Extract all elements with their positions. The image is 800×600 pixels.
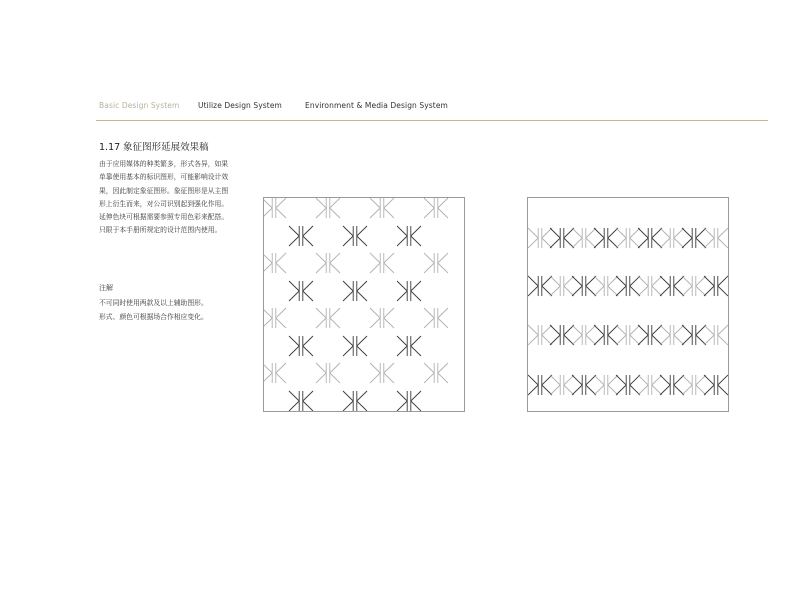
kk-symbol-icon [660, 375, 684, 395]
kk-symbol-icon [370, 363, 394, 383]
kk-symbol-icon [289, 281, 313, 301]
kk-symbol-icon [343, 336, 367, 356]
kk-symbol-icon [550, 228, 574, 248]
kk-symbol-icon [572, 375, 596, 395]
kk-symbol-icon [343, 226, 367, 246]
kk-symbol-icon [682, 228, 706, 248]
kk-symbol-icon [424, 198, 448, 218]
kk-symbol-icon [682, 325, 706, 345]
pattern-panel-staggered [263, 197, 465, 412]
kk-symbol-icon [704, 325, 728, 345]
kk-symbol-icon [638, 276, 662, 296]
kk-symbol-icon [638, 325, 662, 345]
kk-symbol-icon [528, 276, 552, 296]
top-navigation [0, 101, 800, 115]
kk-symbol-icon [316, 198, 340, 218]
description-line: 单靠使用基本的标识图形，可能影响设计效 [99, 173, 229, 182]
kk-symbol-icon [370, 308, 394, 328]
kk-symbol-icon [550, 325, 574, 345]
kk-symbol-icon [594, 375, 618, 395]
kk-symbol-icon [594, 276, 618, 296]
nav-tab-utilize-design[interactable]: Utilize Design System [198, 101, 282, 110]
kk-symbol-icon [370, 253, 394, 273]
kk-symbol-icon [682, 375, 706, 395]
section-title: 1.17 象征图形延展效果稿 [99, 142, 209, 153]
kk-symbol-icon [289, 226, 313, 246]
kk-symbol-icon [572, 325, 596, 345]
kk-symbol-icon [370, 198, 394, 218]
kk-symbol-icon [264, 308, 286, 328]
kk-symbol-icon [528, 325, 552, 345]
kk-symbol-icon [528, 228, 552, 248]
kk-symbol-icon [660, 325, 684, 345]
kk-symbol-icon [638, 228, 662, 248]
kk-symbol-icon [316, 253, 340, 273]
kk-symbol-icon [638, 375, 662, 395]
nav-tab-basic-design[interactable]: Basic Design System [99, 101, 180, 110]
kk-symbol-icon [264, 198, 286, 218]
kk-symbol-icon [424, 363, 448, 383]
pattern-panel-bands [527, 197, 729, 412]
kk-symbol-icon [397, 391, 421, 411]
staggered-pattern [264, 198, 464, 411]
section-description [99, 158, 241, 238]
kk-symbol-icon [316, 308, 340, 328]
description-line: 延伸色块可根据需要参照专用色彩来配搭。 [99, 213, 229, 222]
description-line: 形上衍生而来，对公司识别起到强化作用。 [99, 199, 229, 208]
kk-symbol-icon [682, 276, 706, 296]
kk-symbol-icon [550, 375, 574, 395]
kk-symbol-icon [264, 253, 286, 273]
description-line: 只限于本手册所规定的设计范围内使用。 [99, 226, 222, 235]
kk-symbol-icon [616, 375, 640, 395]
kk-symbol-icon [660, 228, 684, 248]
note-text [99, 296, 208, 324]
kk-symbol-icon [289, 391, 313, 411]
kk-symbol-icon [343, 391, 367, 411]
kk-symbol-icon [616, 228, 640, 248]
kk-symbol-icon [704, 276, 728, 296]
kk-symbol-icon [397, 336, 421, 356]
note-line: 不可同时使用两款及以上辅助图形。 [99, 299, 208, 307]
note-title: 注解 [99, 284, 113, 292]
kk-symbol-icon [397, 226, 421, 246]
kk-symbol-icon [704, 375, 728, 395]
kk-symbol-icon [424, 308, 448, 328]
kk-symbol-icon [594, 325, 618, 345]
kk-symbol-icon [572, 276, 596, 296]
kk-symbol-icon [572, 228, 596, 248]
kk-symbol-icon [289, 336, 313, 356]
kk-symbol-icon [616, 325, 640, 345]
kk-symbol-icon [550, 276, 574, 296]
nav-tab-environment-media-design[interactable]: Environment & Media Design System [305, 101, 448, 110]
description-line: 果，因此制定象征图形。象征图形是从主图 [99, 186, 229, 195]
kk-symbol-icon [616, 276, 640, 296]
kk-symbol-icon [660, 276, 684, 296]
kk-symbol-icon [316, 363, 340, 383]
kk-symbol-icon [424, 253, 448, 273]
header-divider [96, 120, 768, 121]
kk-symbol-icon [594, 228, 618, 248]
note-line: 形式、颜色可根据场合作相应变化。 [99, 313, 208, 321]
kk-symbol-icon [343, 281, 367, 301]
kk-symbol-icon [264, 363, 286, 383]
description-line: 由于应用媒体的种类繁多，形式各异，如果 [99, 160, 229, 168]
kk-symbol-icon [397, 281, 421, 301]
kk-symbol-icon [704, 228, 728, 248]
banded-pattern [528, 198, 728, 411]
kk-symbol-icon [528, 375, 552, 395]
